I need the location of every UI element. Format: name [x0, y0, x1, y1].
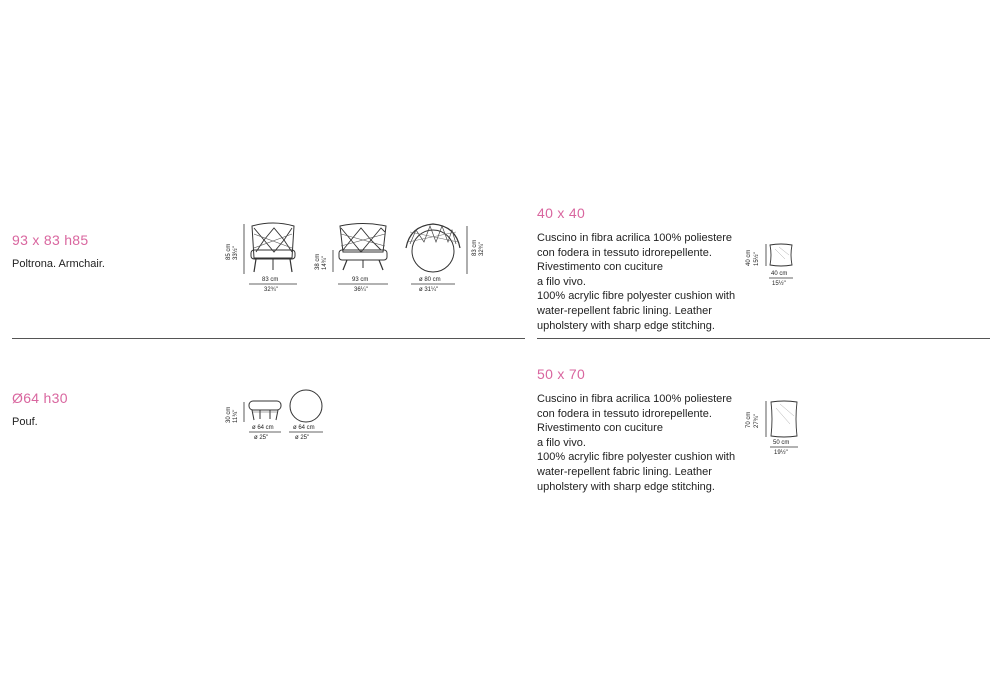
pouf-height-line — [242, 402, 246, 422]
cushion-large-height-in: 27¾" — [754, 414, 760, 428]
pouf-top-diam-in: ø 25" — [295, 435, 310, 441]
section-divider-left — [12, 338, 525, 339]
armchair-title: 93 x 83 h85 — [12, 232, 89, 248]
pouf-side-diam-cm: ø 64 cm — [252, 425, 274, 431]
armchair-front-drawing — [248, 222, 298, 274]
pouf-height-in: 11¾" — [233, 409, 239, 423]
cushion-large-height-line — [764, 401, 768, 437]
cushion-small-width-cm: 40 cm — [771, 271, 788, 277]
armchair-top-diam-in: ø 31¼" — [419, 287, 439, 293]
armchair-top-height-in: 32¾" — [479, 242, 485, 256]
section-divider-right — [537, 338, 990, 339]
pouf-side-diam-in: ø 25" — [254, 435, 269, 441]
armchair-side-width-in: 36¼" — [354, 287, 368, 293]
pouf-side-drawing — [248, 400, 282, 422]
armchair-name: Poltrona. Armchair. — [12, 258, 105, 270]
armchair-side-height-in: 14¾" — [322, 256, 328, 270]
armchair-front-width-cm: 83 cm — [262, 277, 279, 283]
cushion-large-title: 50 x 70 — [537, 366, 586, 382]
armchair-front-height-line — [242, 224, 246, 274]
cushion-small-height-cm: 40 cm — [746, 249, 752, 266]
armchair-front-width-in: 32¾" — [264, 287, 278, 293]
pouf-top-diam-cm: ø 64 cm — [293, 425, 315, 431]
armchair-front-height-in: 33½" — [233, 246, 239, 260]
cushion-small-height-in: 15½" — [754, 252, 760, 266]
armchair-top-diam-cm: ø 80 cm — [419, 277, 441, 283]
cushion-small-drawing — [769, 243, 793, 267]
armchair-side-width-cm: 93 cm — [352, 277, 369, 283]
armchair-side-height-cm: 38 cm — [315, 253, 321, 270]
armchair-front-height-cm: 85 cm — [226, 243, 232, 260]
cushion-small-height-line — [764, 244, 768, 266]
pouf-title: Ø64 h30 — [12, 390, 68, 406]
cushion-small-title: 40 x 40 — [537, 205, 586, 221]
cushion-small-width-in: 15½" — [772, 281, 786, 287]
cushion-large-height-cm: 70 cm — [746, 411, 752, 428]
armchair-top-drawing — [404, 222, 462, 274]
cushion-large-width-cm: 50 cm — [773, 440, 790, 446]
armchair-top-height-line — [465, 226, 469, 274]
pouf-name: Pouf. — [12, 416, 38, 428]
cushion-small-description: Cuscino in fibra acrilica 100% poliestere con fodera in tessuto idrorepellente. Rivestimento con cuciture a filo vivo. 100% acrylic fibre polyester cushion with water-repellent fabric lining. Leather upholstery with sharp edge stitching. — [537, 232, 736, 332]
cushion-large-width-in: 19½" — [774, 450, 788, 456]
armchair-side-height-line — [331, 250, 335, 272]
cushion-large-description: Cuscino in fibra acrilica 100% poliestere con fodera in tessuto idrorepellente. Rivestimento con cuciture a filo vivo. 100% acrylic fibre polyester cushion with water-repellent fabric lining. Leather upholstery with sharp edge stitching. — [537, 393, 736, 493]
armchair-top-height-cm: 83 cm — [472, 239, 478, 256]
cushion-large-drawing — [770, 400, 798, 438]
pouf-top-drawing — [288, 388, 324, 424]
armchair-side-drawing — [337, 222, 389, 274]
pouf-height-cm: 30 cm — [226, 406, 232, 423]
